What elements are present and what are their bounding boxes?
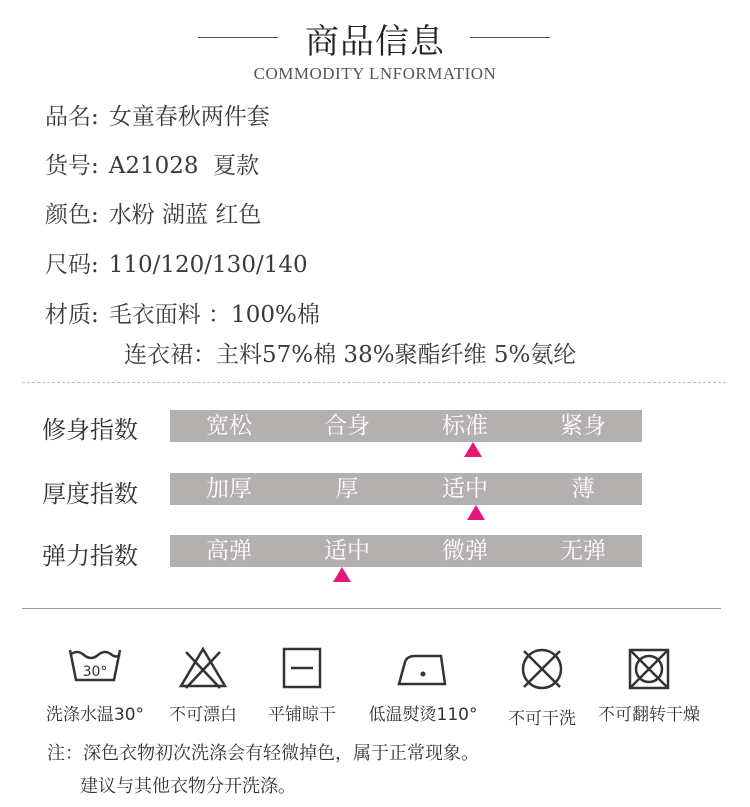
care-note-line-1: 注：深色衣物初次洗涤会有轻微掉色，属于正常现象。: [47, 743, 479, 764]
care-label: 不可翻转干燥: [598, 705, 700, 725]
thickness-index-marker: [467, 505, 485, 520]
fit-index-label: 修身指数: [42, 416, 138, 444]
fit-option: 标准: [442, 413, 488, 439]
info-value: 毛衣面料 ：100%棉: [108, 302, 320, 328]
info-row-sku: [45, 147, 259, 180]
care-label: 不可干洗: [508, 709, 576, 729]
stretch-index-marker: [333, 567, 351, 582]
dry-flat-icon: [281, 646, 323, 690]
stretch-option: 适中: [324, 538, 370, 564]
care-no-tumble-dry: [594, 640, 704, 730]
wash-30-icon: [66, 646, 124, 686]
stretch-option: 微弹: [442, 538, 488, 564]
care-label: 不可漂白: [169, 705, 237, 725]
fit-option: 宽松: [206, 413, 252, 439]
thickness-index-label: 厚度指数: [42, 480, 138, 508]
page-title: 商品信息: [305, 22, 445, 62]
iron-low-icon: [395, 646, 451, 690]
care-label: 低温熨烫110°: [368, 705, 478, 725]
fit-index-marker: [464, 442, 482, 457]
info-value: A21028 夏款: [108, 153, 260, 179]
no-tumble-dry-icon: [626, 646, 672, 692]
info-value: 水粉 湖蓝 红色: [108, 202, 262, 228]
info-label: 尺码:: [45, 252, 99, 278]
material-line-2: 连衣裙：主料57%棉 38%聚酯纤维 5%氨纶: [124, 342, 577, 368]
divider-dashed: [22, 382, 726, 383]
info-label: 颜色:: [45, 202, 99, 228]
fit-index-bar: [170, 410, 642, 442]
divider-solid: [22, 608, 721, 609]
info-label: 材质:: [45, 302, 99, 328]
care-no-dry-clean: [487, 640, 597, 730]
info-label: 货号:: [45, 153, 99, 179]
fit-option: 合身: [324, 413, 370, 439]
thickness-index-bar: [170, 473, 642, 505]
info-value: 110/120/130/140: [108, 252, 308, 278]
wash-temp-text: 30°: [82, 664, 108, 680]
care-wash: [40, 640, 150, 730]
thickness-option: 适中: [442, 476, 488, 502]
info-row-color: [45, 196, 261, 229]
stretch-index-bar: [170, 535, 642, 567]
info-value: 女童春秋两件套: [108, 104, 270, 130]
care-dry-flat: [247, 640, 357, 730]
info-label: 品名:: [45, 104, 99, 130]
thickness-option: 薄: [571, 476, 595, 502]
page-subtitle: COMMODITY LNFORMATION: [253, 64, 497, 83]
info-row-name: [45, 98, 270, 131]
no-dry-clean-icon: [518, 646, 566, 692]
thickness-option: 加厚: [206, 476, 252, 502]
info-row-size: [45, 246, 308, 279]
no-bleach-icon: [178, 646, 228, 690]
care-label: 洗涤水温30°: [45, 705, 145, 725]
stretch-index-label: 弹力指数: [42, 542, 138, 570]
thickness-option: 厚: [335, 476, 359, 502]
care-label: 平铺晾干: [268, 705, 336, 725]
fit-option: 紧身: [560, 413, 606, 439]
care-note-line-2: 建议与其他衣物分开洗涤。: [80, 776, 296, 797]
info-row-material: [45, 296, 320, 329]
stretch-option: 无弹: [560, 538, 606, 564]
stretch-option: 高弹: [206, 538, 252, 564]
care-iron: [368, 640, 478, 730]
